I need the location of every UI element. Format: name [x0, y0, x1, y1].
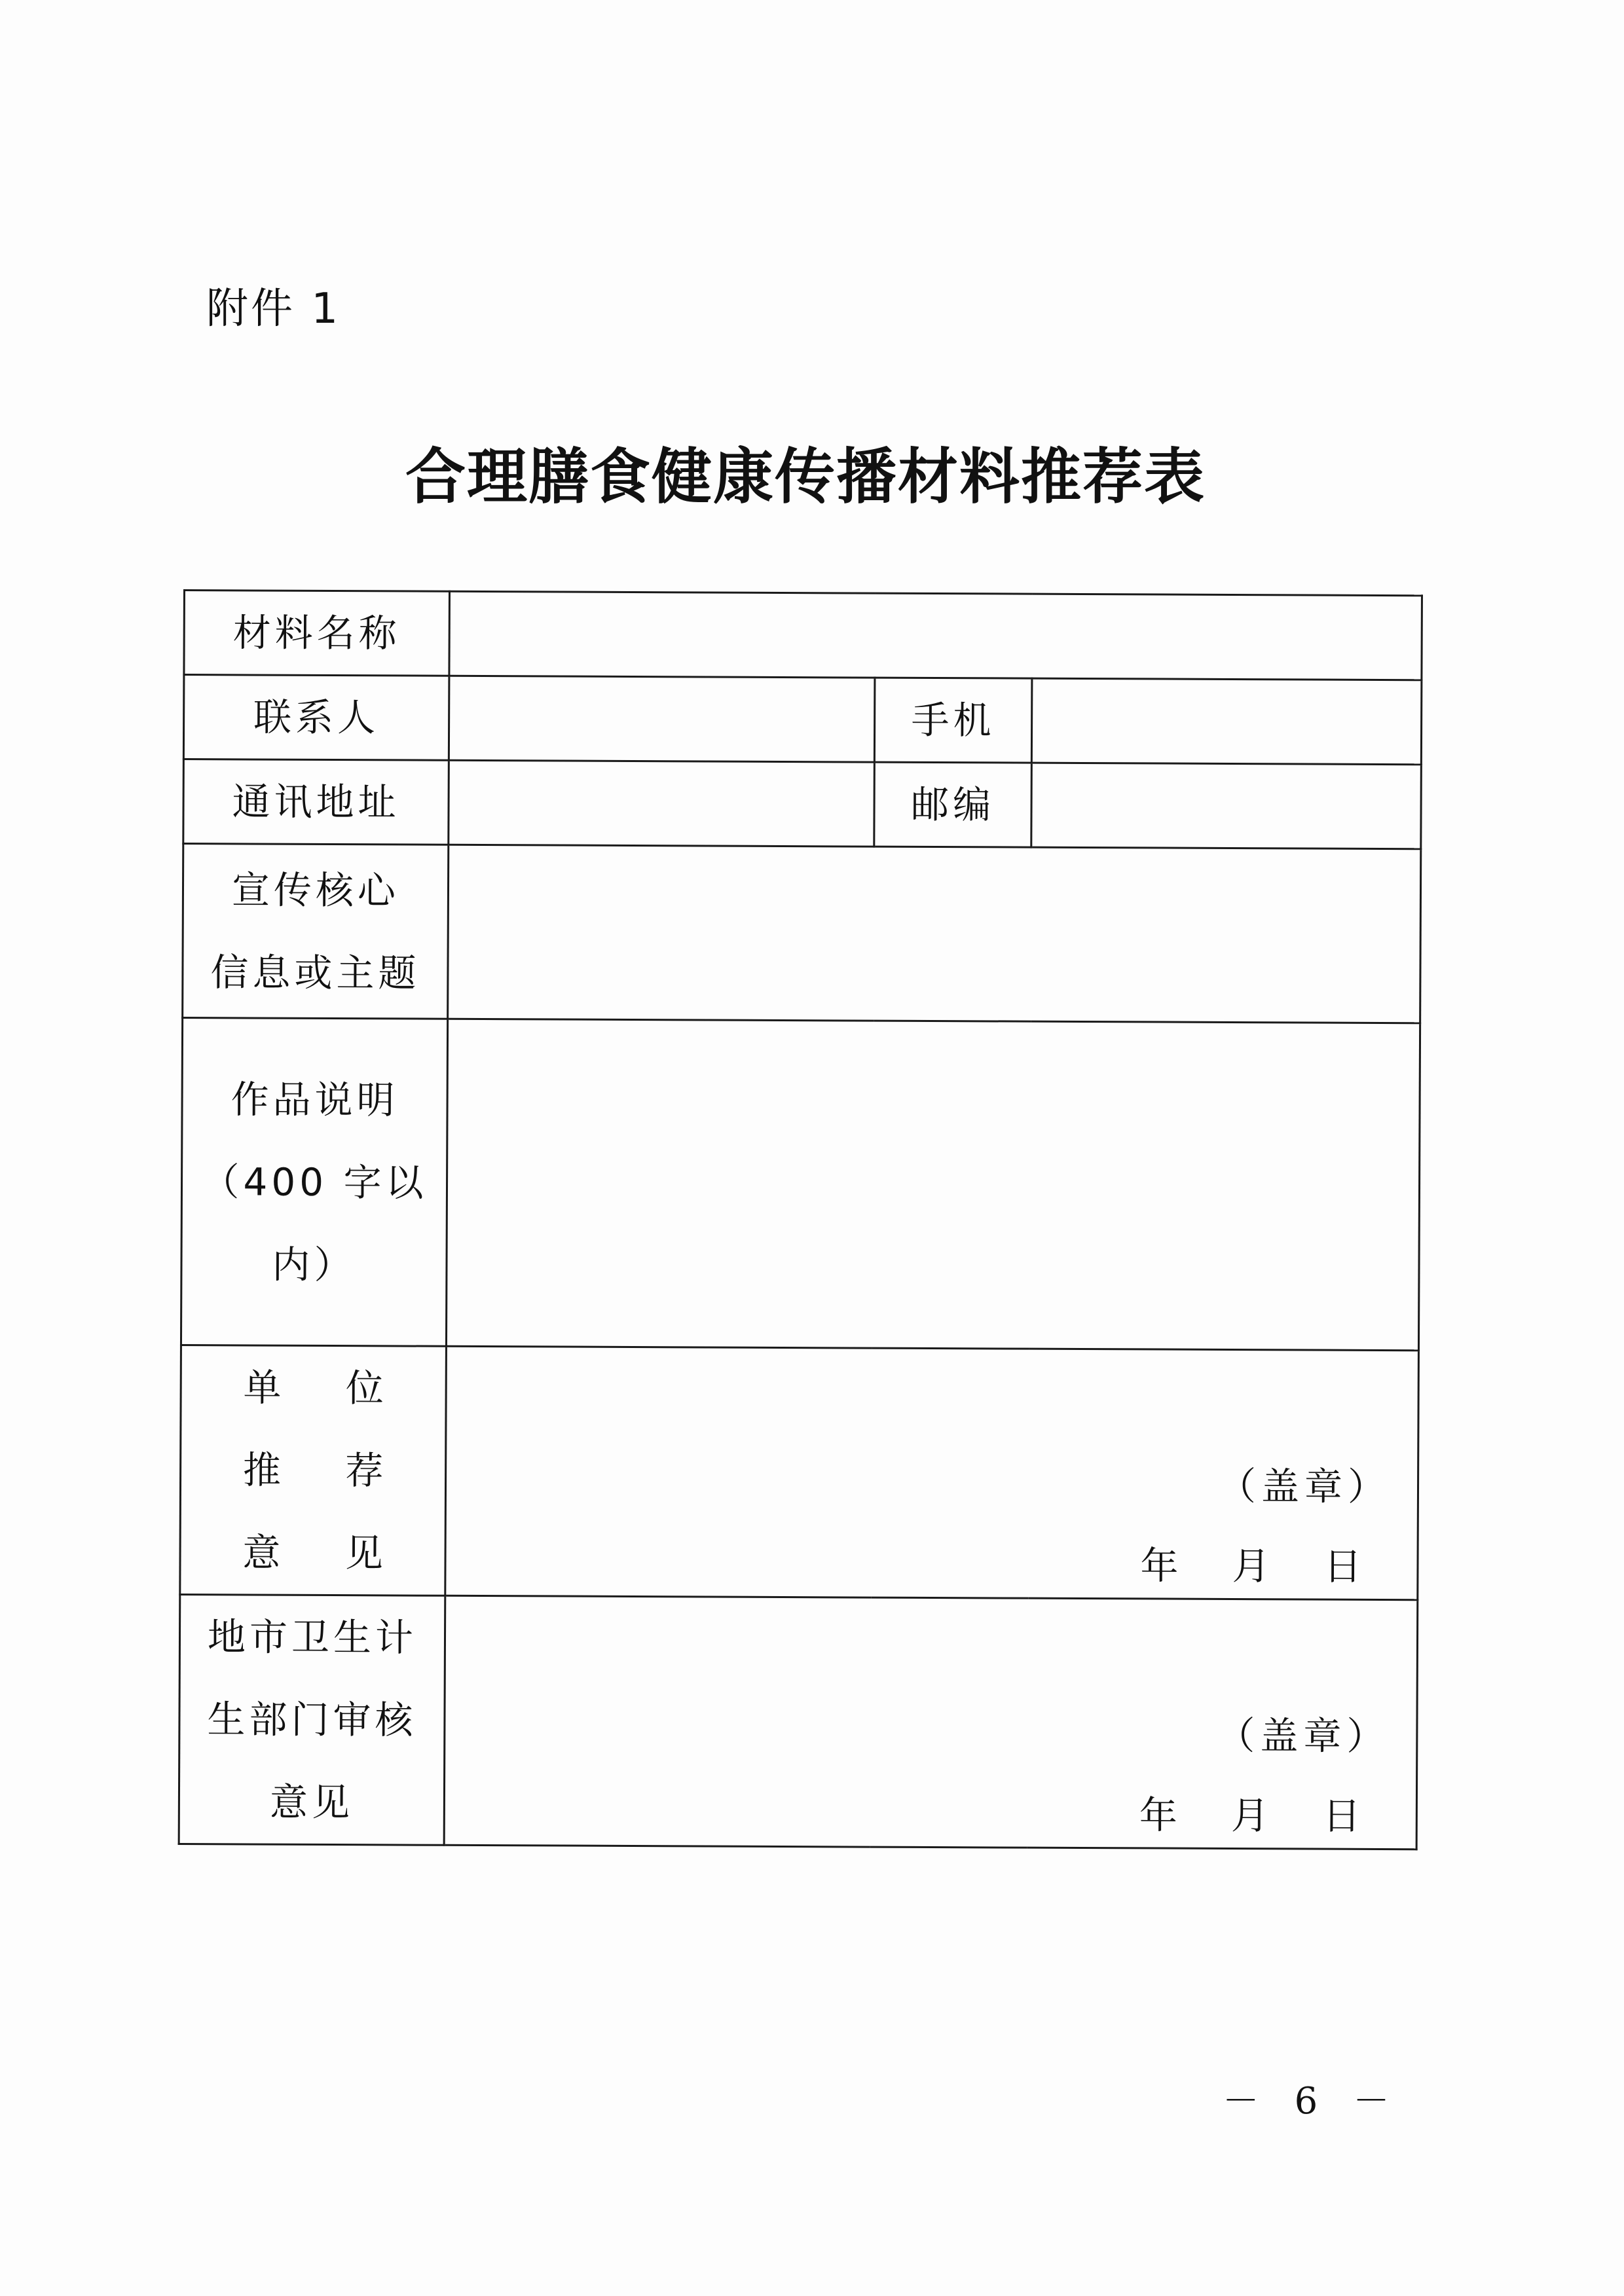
- unit-recommendation-field[interactable]: [445, 1346, 1419, 1599]
- core-message-row: [183, 844, 1421, 1023]
- unit-date-day: 日: [1323, 1544, 1366, 1589]
- description-row: [181, 1018, 1420, 1351]
- health-dept-date-month: 月: [1230, 1793, 1273, 1838]
- core-message-field[interactable]: [448, 845, 1421, 1023]
- contact-label: 联系人: [183, 675, 449, 761]
- description-label-line: 作品说明: [231, 1076, 399, 1122]
- health-dept-date-line: [1115, 1784, 1390, 1840]
- unit-seal-text: （盖章）: [1217, 1463, 1392, 1510]
- unit-date-month: 月: [1232, 1544, 1274, 1589]
- address-row: [183, 759, 1422, 849]
- description-field[interactable]: [446, 1019, 1420, 1350]
- health-dept-label-line: 意见: [269, 1779, 354, 1825]
- unit-recommendation-row: [180, 1345, 1419, 1599]
- unit-recommendation-label: [180, 1345, 447, 1595]
- material-name-label: 材料名称: [184, 591, 450, 676]
- postcode-label: 邮编: [874, 762, 1032, 847]
- unit-date-line: [1115, 1535, 1390, 1591]
- health-dept-label-line: 生部门审核: [207, 1697, 417, 1743]
- contact-field[interactable]: [449, 676, 875, 762]
- unit-date-year: 年: [1140, 1543, 1183, 1588]
- material-name-row: [184, 591, 1422, 680]
- health-dept-label: [179, 1594, 445, 1845]
- health-dept-row: [179, 1594, 1418, 1849]
- page-title: 合理膳食健康传播材料推荐表: [405, 441, 1206, 512]
- phone-field[interactable]: [1031, 678, 1422, 765]
- phone-label: 手机: [874, 678, 1032, 763]
- health-dept-label-line: 地市卫生计: [207, 1614, 418, 1660]
- health-dept-field[interactable]: [444, 1595, 1418, 1849]
- unit-recommendation-label-line: 单 位: [243, 1365, 411, 1411]
- core-message-label-line: 信息或主题: [210, 949, 420, 996]
- description-label: [181, 1018, 447, 1347]
- address-field[interactable]: [449, 760, 875, 847]
- contact-row: [183, 675, 1422, 765]
- attachment-label: 附件 1: [206, 285, 341, 333]
- postcode-field[interactable]: [1031, 763, 1422, 849]
- page-number: － 6 －: [1222, 2080, 1401, 2123]
- unit-recommendation-label-line: 推 荐: [242, 1448, 410, 1493]
- health-dept-date-year: 年: [1139, 1793, 1181, 1838]
- core-message-label: [183, 844, 449, 1019]
- health-dept-seal-text: （盖章）: [1217, 1713, 1390, 1759]
- health-dept-date-day: 日: [1322, 1793, 1365, 1838]
- description-label-line: 内）: [272, 1242, 356, 1287]
- recommendation-form-table: [178, 589, 1423, 1850]
- address-label: 通讯地址: [183, 759, 449, 845]
- core-message-label-line: 宣传核心: [231, 867, 400, 913]
- material-name-field[interactable]: [449, 591, 1422, 680]
- description-label-line: （400 字以: [201, 1159, 428, 1205]
- unit-recommendation-label-line: 意 见: [242, 1530, 409, 1576]
